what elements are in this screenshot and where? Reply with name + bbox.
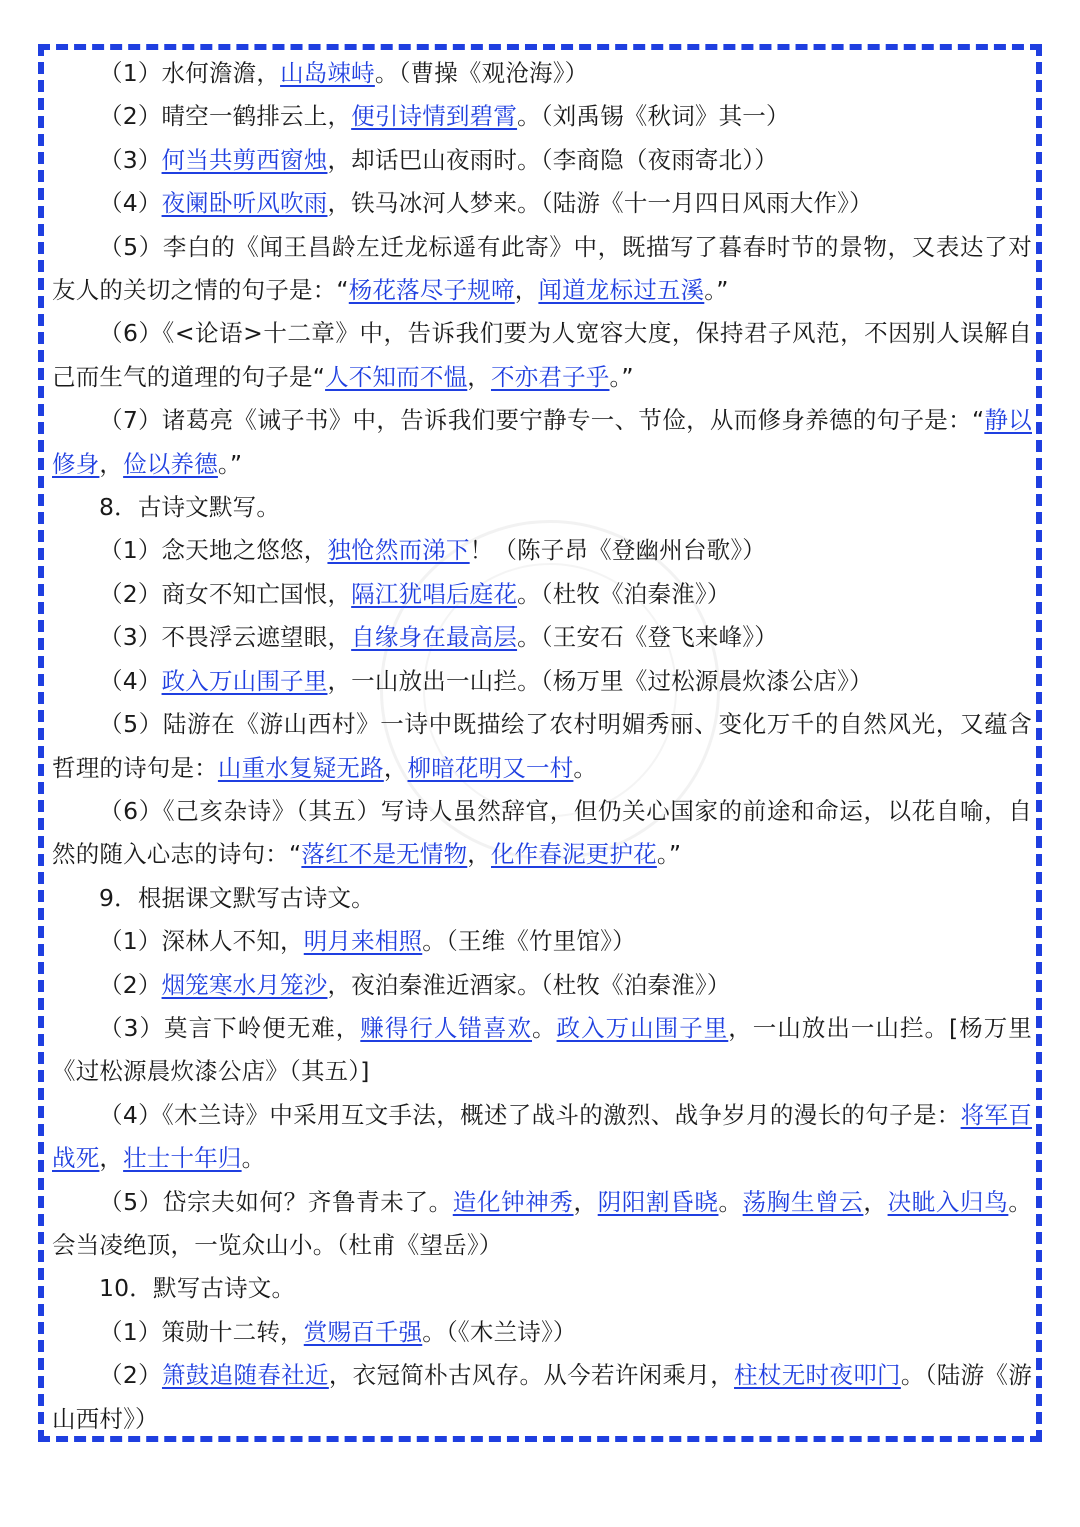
question-text: （3） — [99, 145, 162, 174]
question-item — [52, 1354, 1032, 1441]
answer-text: 壮士十年归 — [123, 1144, 242, 1173]
answer-text: 将军百战死 — [52, 1100, 1032, 1173]
question-text: 。” — [704, 276, 729, 305]
question-text: ， — [514, 276, 539, 305]
question-text: ， — [99, 1144, 124, 1173]
answer-text: 夜阑卧听风吹雨 — [161, 189, 328, 218]
answer-text: 决眦入归鸟 — [887, 1187, 1009, 1216]
answer-text: 赏赐百千强 — [303, 1317, 423, 1346]
section-heading — [52, 1267, 1032, 1310]
answer-text: 阴阳割昏晓 — [597, 1187, 719, 1216]
answer-text: 杨花落尽子规啼 — [348, 276, 515, 305]
question-item — [52, 182, 1032, 225]
question-text: 。” — [609, 362, 634, 391]
answer-text: 独怆然而涕下 — [327, 536, 470, 565]
question-item — [52, 920, 1032, 963]
question-text: 。（杜牧《泊秦淮》） — [517, 579, 731, 608]
answer-text: 便引诗情到碧霄 — [351, 102, 518, 131]
answer-text: 山岛竦峙 — [280, 59, 375, 87]
question-text: 9．根据课文默写古诗文。 — [99, 883, 375, 912]
question-item — [52, 226, 1032, 313]
question-text: ， — [863, 1187, 888, 1216]
question-text: 8．古诗文默写。 — [99, 493, 281, 522]
answer-text: 政入万山围子里 — [161, 666, 328, 695]
answer-text: 造化钟神秀 — [452, 1187, 574, 1216]
answer-text: 柱杖无时夜叩门 — [734, 1361, 901, 1390]
question-text: 。” — [217, 449, 243, 478]
section-heading — [52, 877, 1032, 920]
question-text: ， — [573, 1187, 598, 1216]
question-text: ，夜泊秦淮近酒家。（杜牧《泊秦淮》） — [327, 970, 731, 999]
question-item — [52, 52, 1032, 95]
question-text: 。 — [241, 1144, 266, 1173]
question-item — [52, 660, 1032, 703]
question-text: （3）莫言下岭便无难， — [99, 1013, 361, 1042]
question-text: （7）诸葛亮《诫子书》中，告诉我们要宁静专一、节俭，从而修身养德的句子是：“ — [99, 406, 985, 435]
question-text: （1）念天地之悠悠， — [99, 536, 328, 565]
question-item — [52, 616, 1032, 659]
section-heading — [52, 486, 1032, 529]
question-text: 。会当凌绝顶，一览众山小。（杜甫《望岳》） — [52, 1187, 1033, 1259]
worksheet-content — [52, 52, 1032, 1441]
question-item — [52, 573, 1032, 616]
answer-text: 荡胸生曾云 — [742, 1187, 864, 1216]
answer-text: 山重水复疑无路 — [217, 753, 384, 782]
answer-text: 不亦君子乎 — [490, 362, 610, 391]
question-item — [52, 312, 1032, 399]
question-text: ， — [467, 362, 491, 391]
question-text: （1）策勋十二转， — [99, 1317, 304, 1346]
question-text: ， — [99, 449, 124, 478]
question-text: （3）不畏浮云遮望眼， — [99, 623, 352, 652]
question-text: 。 — [532, 1013, 557, 1042]
question-text: ，衣冠简朴古风存。从今若许闲乘月， — [328, 1361, 735, 1390]
question-text: 。 — [718, 1187, 743, 1216]
answer-text: 箫鼓追随春社近 — [161, 1361, 329, 1390]
question-text: 。（曹操《观沧海》） — [374, 59, 589, 87]
question-text: ，一山放出一山拦。（杨万里《过松源晨炊漆公店》） — [327, 666, 873, 695]
question-text: ， — [383, 753, 408, 782]
answer-text: 人不知而不愠 — [325, 362, 468, 391]
answer-text: 静以修身 — [52, 406, 1032, 478]
question-text: 。（王维《竹里馆》） — [422, 927, 636, 956]
question-text: （1）水何澹澹， — [99, 59, 281, 87]
question-text: 。（《木兰诗》） — [422, 1317, 577, 1346]
question-item — [52, 703, 1032, 790]
question-text: ，铁马冰河人梦来。（陆游《十一月四日风雨大作》） — [327, 189, 873, 218]
question-text: ， — [467, 840, 491, 869]
answer-text: 闻道龙标过五溪 — [538, 276, 705, 305]
question-text: 10．默写古诗文。 — [99, 1274, 296, 1303]
question-text: （4）《木兰诗》中采用互文手法，概述了战斗的激烈、战争岁月的漫长的句子是： — [99, 1100, 961, 1129]
question-text: 。 — [573, 753, 598, 782]
question-text: （4） — [99, 189, 162, 218]
question-item — [52, 139, 1032, 182]
question-item — [52, 1094, 1032, 1181]
answer-text: 明月来相照 — [303, 927, 423, 956]
question-text: （1）深林人不知， — [99, 927, 304, 956]
answer-text: 俭以养德 — [123, 449, 218, 478]
question-text: （5）李白的《闻王昌龄左迁龙标遥有此寄》中，既描写了暮春时节的景物，又表达了对友人的关切之情的句子是：“ — [52, 232, 1032, 305]
question-text: 。（王安石《登飞来峰》） — [517, 623, 778, 652]
question-text: ，却话巴山夜雨时。（李商隐（夜雨寄北）） — [327, 145, 778, 174]
answer-text: 化作春泥更护花 — [490, 840, 657, 869]
question-text: （6）《<论语>十二章》中，告诉我们要为人宽容大度，保持君子风范，不因别人误解自己而生气的道理的句子是“ — [52, 319, 1032, 391]
question-text: 。” — [656, 840, 682, 869]
question-item — [52, 790, 1032, 877]
answer-text: 何当共剪西窗烛 — [161, 145, 328, 174]
answer-text: 自缘身在最高层 — [351, 623, 518, 652]
question-text: （4） — [99, 666, 162, 695]
question-text: （5）陆游在《游山西村》一诗中既描绘了农村明媚秀丽、变化万千的自然风光，又蕴含哲理的诗句是： — [52, 710, 1032, 782]
question-text: 。（刘禹锡《秋词》其一） — [517, 102, 790, 131]
answer-text: 政入万山围子里 — [556, 1013, 729, 1042]
answer-text: 赚得行人错喜欢 — [360, 1013, 533, 1042]
question-item — [52, 95, 1032, 138]
question-text: （2） — [99, 970, 162, 999]
question-item — [52, 399, 1032, 486]
question-text: （2）晴空一鹤排云上， — [99, 102, 352, 131]
question-item — [52, 964, 1032, 1007]
question-item — [52, 1007, 1032, 1094]
answer-text: 落红不是无情物 — [301, 840, 468, 869]
question-text: ，一山放出一山拦。[杨万里《过松源晨炊漆公店》（其五）] — [52, 1013, 1032, 1086]
question-item — [52, 529, 1032, 572]
question-text: （6）《己亥杂诗》（其五）写诗人虽然辞官，但仍关心国家的前途和命运，以花自喻，自然的随入心志的诗句：“ — [52, 796, 1032, 869]
answer-text: 烟笼寒水月笼沙 — [161, 970, 328, 999]
question-text: 。（陆游《游山西村》） — [52, 1361, 1033, 1433]
answer-text: 柳暗花明又一村 — [407, 753, 574, 782]
question-text: （2）商女不知亡国恨， — [99, 579, 352, 608]
question-item — [52, 1311, 1032, 1354]
answer-text: 隔江犹唱后庭花 — [351, 579, 518, 608]
question-text: （2） — [99, 1361, 162, 1390]
question-text: ！（陈子昂《登幽州台歌》） — [469, 536, 767, 565]
question-text: （5）岱宗夫如何？齐鲁青未了。 — [99, 1187, 453, 1216]
question-item — [52, 1181, 1032, 1268]
